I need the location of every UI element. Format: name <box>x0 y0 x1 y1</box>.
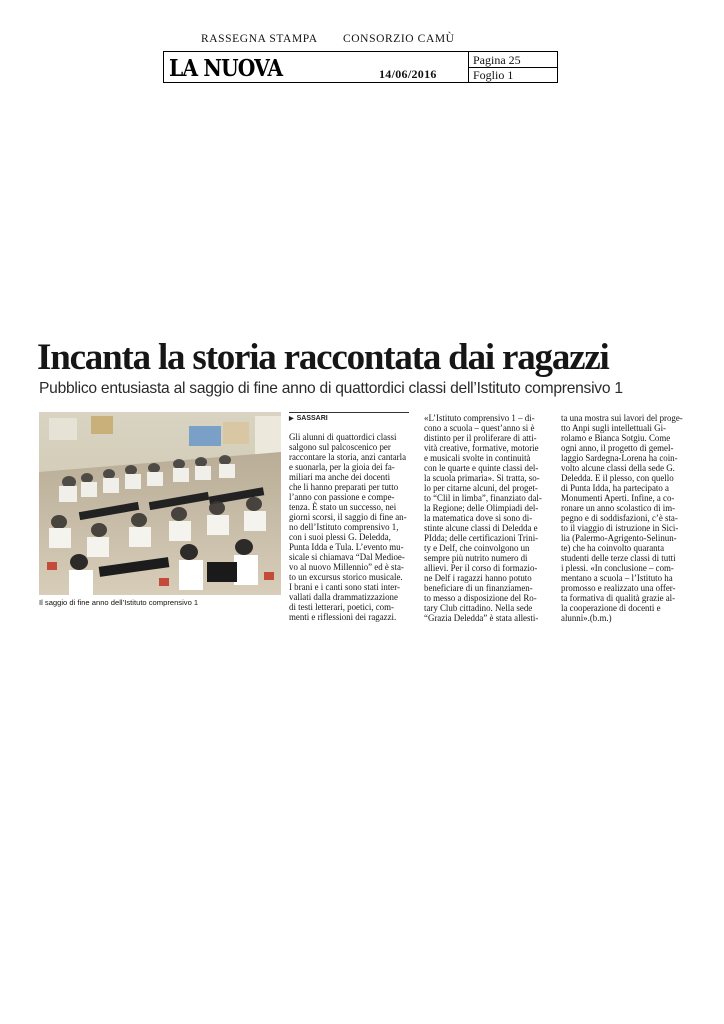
text-line: raccontare la storia, anzi cantarla <box>289 452 407 462</box>
text-line: ta una mostra sui lavori del proge- <box>561 413 683 423</box>
sheet-number: Foglio 1 <box>473 68 514 82</box>
article-column-1 <box>289 432 410 622</box>
photo-caption: Il saggio di fine anno dell’Istituto comprensivo 1 <box>39 598 199 607</box>
text-line: ne Delf i ragazzi hanno potuto <box>424 573 532 583</box>
press-review-header <box>0 33 724 47</box>
text-line: di Punta Idda, ha partecipato a <box>561 483 669 493</box>
text-line: ronare un anno scolastico di im- <box>561 503 676 513</box>
text-line: tenza. È stato un successo, nei <box>289 502 397 512</box>
text-line: Deledda. E il plesso, con quello <box>561 473 674 483</box>
text-line: allievi. Per il corso di formazio- <box>424 563 538 573</box>
article-column-2 <box>424 413 550 623</box>
text-line: no dell’Istituto comprensivo 1, <box>289 522 399 532</box>
section-name: SASSARI <box>296 415 328 422</box>
arrow-icon: ▶ <box>289 416 294 422</box>
text-line: lia (Palermo-Agrigento-Selinun- <box>561 533 677 543</box>
text-line: cono a scuola – quest’anno si è <box>424 423 535 433</box>
text-line: giorni scorsi, il saggio di fine an- <box>289 512 407 522</box>
text-line: promosso e realizzato una offer- <box>561 583 676 593</box>
text-line: con i suoi plessi G. Deledda, <box>289 532 391 542</box>
text-line: sicale si chiamava “Dal Medioe- <box>289 552 405 562</box>
text-line: e musicali svolte in continuità <box>424 453 531 463</box>
newspaper-info-box <box>163 51 558 83</box>
text-line: i plessi. «In conclusione – com- <box>561 563 674 573</box>
text-line: Gli alunni di quattordici classi <box>289 432 397 442</box>
text-line: lo per citarne alcuni, del proget- <box>424 483 538 493</box>
text-line: te) che ha coinvolto quaranta <box>561 543 665 553</box>
consortium-label: CONSORZIO CAMÙ <box>343 33 455 45</box>
text-line: Monumenti Aperti. Infine, a co- <box>561 493 675 503</box>
text-line: vità creative, formative, motorie <box>424 443 539 453</box>
text-line: to messo a disposizione del Ro- <box>424 593 537 603</box>
press-review-label: RASSEGNA STAMPA <box>201 33 318 45</box>
text-line: la matematica dove si sono di- <box>424 513 533 523</box>
text-line: di testi letterari, poetici, com- <box>289 602 394 612</box>
text-line: miliari ma anche dei docenti <box>289 472 391 482</box>
text-line: vallati dalla drammatizzazione <box>289 592 398 602</box>
text-line: “Grazia Deledda” è stata allesti- <box>424 613 539 623</box>
publication-date: 14/06/2016 <box>379 67 437 81</box>
text-line: la scuola primaria». Si tratta, so- <box>424 473 540 483</box>
newspaper-logo: LA NUOVA <box>169 55 283 82</box>
text-line: alunni».(b.m.) <box>561 613 612 623</box>
text-line: l’anno con passione e compe- <box>289 492 395 502</box>
text-line: sempre più nutrito numero di <box>424 553 528 563</box>
text-line: tto Anpi sugli intellettuali Gi- <box>561 423 667 433</box>
text-line: beneficiare di un finanziamen- <box>424 583 533 593</box>
text-line: e suonarla, per la gioia dei fa- <box>289 462 395 472</box>
text-line: Punta Idda e Tula. L’evento mu- <box>289 542 404 552</box>
text-line: rolamo e Bianca Sotgiu. Come <box>561 433 671 443</box>
text-line: distinto per il proliferare di atti- <box>424 433 537 443</box>
text-line: che li hanno preparati per tutto <box>289 482 399 492</box>
text-line: «L’Istituto comprensivo 1 – di- <box>424 413 535 423</box>
text-line: menti e riflessioni dei ragazzi. <box>289 612 397 622</box>
text-line: ogni anno, il progetto di gemel- <box>561 443 674 453</box>
text-line: PIdda; delle certificazioni Trini- <box>424 533 539 543</box>
article-headline: Incanta la storia raccontata dai ragazzi <box>37 337 609 378</box>
text-line: ta formativa di qualità grazie al- <box>561 593 676 603</box>
text-line: pegno e di soddisfazioni, c’è sta- <box>561 513 678 523</box>
text-line: la cooperazione di docenti e <box>561 603 661 613</box>
text-line: vo al nuovo Millennio” ed è sta- <box>289 562 404 572</box>
text-line: mentano a scuola – l’Istituto ha <box>561 573 673 583</box>
page-number: Pagina 25 <box>473 53 521 67</box>
text-line: ty e Delf, che coinvolgono un <box>424 543 530 553</box>
text-line: volto alcune classi della sede G. <box>561 463 675 473</box>
text-line: I brani e i canti sono stati inter- <box>289 582 400 592</box>
text-line: salgono sul palcoscenico per <box>289 442 391 452</box>
text-line: la Regione; delle Olimpiadi del- <box>424 503 539 513</box>
article-photo <box>39 412 281 595</box>
text-line: stinte alcune classi di Deledda e <box>424 523 538 533</box>
section-label <box>289 412 409 422</box>
article-column-3 <box>561 413 683 623</box>
text-line: to il viaggio di istruzione in Sici- <box>561 523 679 533</box>
text-line: laggio Sardegna-Lorena ha coin- <box>561 453 678 463</box>
text-line: to “Clil in limba”, finanziato dal- <box>424 493 542 503</box>
article-subheadline: Pubblico entusiasta al saggio di fine anno di quattordici classi dell’Istituto comprensivo 1 <box>39 380 623 397</box>
text-line: con le quarte e quinte classi del- <box>424 463 539 473</box>
text-line: to un excursus storico musicale. <box>289 572 403 582</box>
text-line: studenti delle terze classi di tutti <box>561 553 676 563</box>
text-line: tary Club cittadino. Nella sede <box>424 603 533 613</box>
